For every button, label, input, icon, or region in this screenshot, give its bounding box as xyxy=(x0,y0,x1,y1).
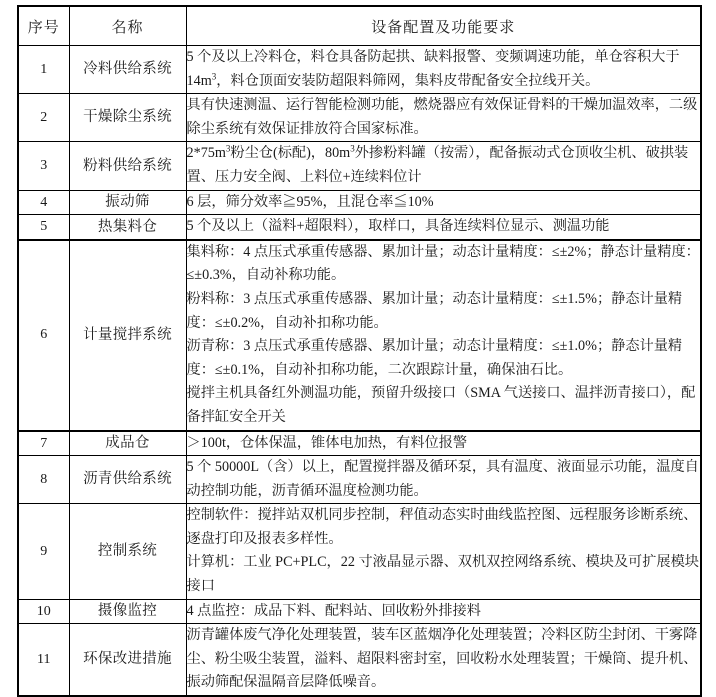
row-number: 5 xyxy=(18,215,69,240)
table-row xyxy=(18,240,701,431)
row-number: 9 xyxy=(18,504,69,599)
row-equipment-name: 控制系统 xyxy=(69,504,186,599)
requirement-line: 5 个 50000L（含）以上，配置搅拌器及循环泵，具有温度、液面显示功能，温度自动控制功能，沥青循环温度检测功能。 xyxy=(186,459,699,499)
row-number: 2 xyxy=(18,94,69,142)
requirement-line: 沥青称：3 点压式承重传感器、累加计量；动态计量精度：≤±1.0%；静态计量精度：≤±0.1%，自动补扣称功能，二次跟踪计量，确保油石比。 xyxy=(186,338,683,378)
row-requirement xyxy=(186,94,701,142)
requirement-line: 4 点监控：成品下料、配料站、回收粉外排接料 xyxy=(186,602,481,619)
table-header xyxy=(18,6,701,46)
row-equipment-name: 成品仓 xyxy=(69,431,186,456)
table-row xyxy=(18,456,701,504)
row-number: 8 xyxy=(18,456,69,504)
table-row xyxy=(18,142,701,190)
row-number: 7 xyxy=(18,431,69,456)
table-row xyxy=(18,46,701,94)
table-row xyxy=(18,504,701,599)
requirement-line: 控制软件：搅拌站双机同步控制，秤值动态实时曲线监控图、远程服务诊断系统、逐盘打印及报表多样性。 xyxy=(186,507,698,547)
row-number: 10 xyxy=(18,599,69,624)
row-requirement xyxy=(186,142,701,190)
row-equipment-name: 冷料供给系统 xyxy=(69,46,186,94)
requirement-line: ＞100t，仓体保温，锥体电加热，有料位报警 xyxy=(186,434,468,451)
table-row xyxy=(18,624,701,696)
table-row xyxy=(18,94,701,142)
row-requirement xyxy=(186,599,701,624)
equipment-spec-table xyxy=(17,5,702,697)
row-equipment-name: 干燥除尘系统 xyxy=(69,94,186,142)
requirement-line: 5 个及以上（溢料+超限料），取样口，具备连续料位显示、测温功能 xyxy=(186,218,610,235)
row-equipment-name: 摄像监控 xyxy=(69,599,186,624)
row-equipment-name: 热集料仓 xyxy=(69,215,186,240)
row-requirement xyxy=(186,240,701,431)
table-row xyxy=(18,190,701,215)
row-requirement xyxy=(186,504,701,599)
row-number: 3 xyxy=(18,142,69,190)
table-row xyxy=(18,431,701,456)
requirement-line: 计算机：工业 PC+PLC，22 寸液晶显示器、双机双控网络系统、模块及可扩展模块接口 xyxy=(186,554,699,595)
requirement-line: $2*75m^3$粉尘仓(标配)，$80m^3$外掺粉料罐（按需），配备振动式仓顶收尘机、破拱装置、压力安全阀、上料位+连续料位计 xyxy=(186,143,689,185)
row-requirement xyxy=(186,190,701,215)
requirement-line: 5 个及以上冷料仓，料仓具备防起拱、缺料报警、变频调速功能，单仓容积大于 $14m^3$，料仓顶面安装防超限料筛网，集料皮带配备安全拉线开关。 xyxy=(186,49,680,89)
row-requirement xyxy=(186,46,701,94)
row-equipment-name: 沥青供给系统 xyxy=(69,456,186,504)
requirement-line: 搅拌主机具备红外测温功能，预留升级接口（SMA 气送接口、温拌沥青接口），配备拌缸安全开关 xyxy=(186,385,696,425)
requirement-line: 具有快速测温、运行智能检测功能，燃烧器应有效保证骨料的干燥加温效率，二级除尘系统有效保证排放符合国家标准。 xyxy=(186,97,698,137)
row-number: 6 xyxy=(18,240,69,431)
column-header-requirement: 设备配置及功能要求 xyxy=(186,6,701,46)
row-requirement xyxy=(186,431,701,456)
row-equipment-name: 环保改进措施 xyxy=(69,624,186,696)
table-row xyxy=(18,599,701,624)
header-row xyxy=(18,6,701,46)
column-header-no: 序号 xyxy=(18,6,69,46)
row-equipment-name: 粉料供给系统 xyxy=(69,142,186,190)
row-requirement xyxy=(186,456,701,504)
row-number: 4 xyxy=(18,190,69,215)
requirement-line: 粉料称：3 点压式承重传感器、累加计量；动态计量精度：≤±1.5%；静态计量精度：≤±0.2%，自动补扣称功能。 xyxy=(186,290,683,331)
row-equipment-name: 计量搅拌系统 xyxy=(69,240,186,431)
row-number: 11 xyxy=(18,624,69,696)
requirement-line: 6 层，筛分效率≧95%，且混仓率≦10% xyxy=(186,193,434,210)
table-body xyxy=(18,46,701,697)
row-requirement xyxy=(186,624,701,696)
table-row xyxy=(18,215,701,240)
row-requirement xyxy=(186,215,701,240)
requirement-line: 沥青罐体废气净化处理装置，装车区蓝烟净化处理装置；冷料区防尘封闭、干雾降尘、粉尘吸尘装置，溢料、超限料密封室，回收粉水处理装置；干燥筒、提升机、振动筛配保温隔音层降低噪音。 xyxy=(186,627,698,691)
requirement-line: 集料称：4 点压式承重传感器、累加计量；动态计量精度：≤±2%；静态计量精度：≤±0.3%，自动补称功能。 xyxy=(186,243,700,284)
row-equipment-name: 振动筛 xyxy=(69,190,186,215)
column-header-name: 名称 xyxy=(69,6,186,46)
row-number: 1 xyxy=(18,46,69,94)
